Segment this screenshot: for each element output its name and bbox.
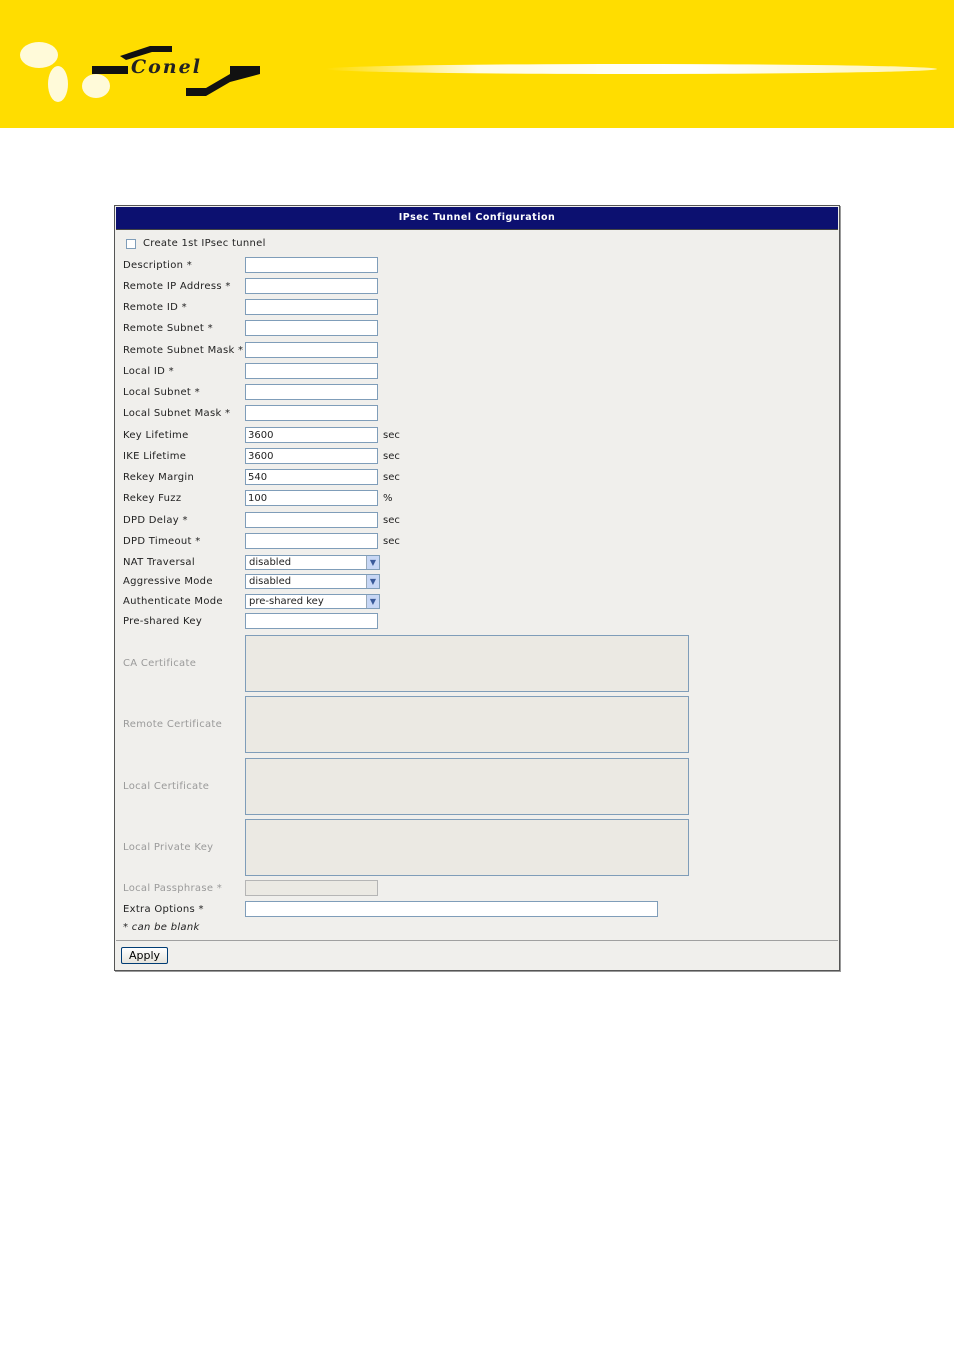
- ca-certificate-textarea: [245, 635, 689, 692]
- local-id-input[interactable]: [245, 363, 378, 379]
- dpd-delay-input[interactable]: [245, 512, 378, 528]
- chevron-down-icon[interactable]: ▼: [366, 575, 379, 588]
- window-titlebar: [116, 207, 838, 230]
- rekey-margin-label: Rekey Margin: [123, 472, 195, 483]
- aggressive-mode-label: Aggressive Mode: [123, 576, 213, 587]
- rekey-margin-input[interactable]: 540: [245, 469, 378, 485]
- header-swoosh: [325, 64, 937, 74]
- key-lifetime-input[interactable]: 3600: [245, 427, 378, 443]
- key-lifetime-label: Key Lifetime: [123, 430, 189, 441]
- authenticate-mode-value: pre-shared key: [249, 596, 324, 607]
- local-subnet-input[interactable]: [245, 384, 378, 400]
- remote-ip-input[interactable]: [245, 278, 378, 294]
- local-subnet-mask-input[interactable]: [245, 405, 378, 421]
- dpd-timeout-unit: sec: [383, 536, 400, 547]
- local-subnet-label: Local Subnet *: [123, 387, 200, 398]
- pre-shared-key-label: Pre-shared Key: [123, 616, 203, 627]
- remote-subnet-mask-label: Remote Subnet Mask *: [123, 345, 244, 356]
- aggressive-mode-select[interactable]: [245, 574, 380, 589]
- key-lifetime-unit: sec: [383, 430, 400, 441]
- rekey-margin-unit: sec: [383, 472, 400, 483]
- create-tunnel-checkbox[interactable]: [126, 239, 136, 249]
- local-certificate-textarea: [245, 758, 689, 815]
- remote-subnet-label: Remote Subnet *: [123, 323, 213, 334]
- local-passphrase-input: [245, 880, 378, 896]
- rekey-fuzz-input[interactable]: 100: [245, 490, 378, 506]
- nat-traversal-label: NAT Traversal: [123, 557, 195, 568]
- authenticate-mode-label: Authenticate Mode: [123, 596, 223, 607]
- ipsec-config-window: [114, 205, 840, 971]
- description-label: Description *: [123, 260, 193, 271]
- rekey-fuzz-label: Rekey Fuzz: [123, 493, 182, 504]
- dpd-timeout-label: DPD Timeout *: [123, 536, 201, 547]
- remote-certificate-label: Remote Certificate: [123, 719, 223, 730]
- page-header: [0, 0, 954, 128]
- remote-subnet-input[interactable]: [245, 320, 378, 336]
- description-input[interactable]: [245, 257, 378, 273]
- ike-lifetime-input[interactable]: 3600: [245, 448, 378, 464]
- remote-certificate-textarea: [245, 696, 689, 753]
- extra-options-input[interactable]: [245, 901, 658, 917]
- local-private-key-label: Local Private Key: [123, 842, 214, 853]
- rekey-fuzz-unit: %: [383, 493, 393, 504]
- remote-subnet-mask-input[interactable]: [245, 342, 378, 358]
- dpd-delay-unit: sec: [383, 515, 400, 526]
- nat-traversal-value: disabled: [249, 557, 292, 568]
- ike-lifetime-label: IKE Lifetime: [123, 451, 187, 462]
- remote-ip-label: Remote IP Address *: [123, 281, 231, 292]
- create-tunnel-label: Create 1st IPsec tunnel: [143, 238, 266, 249]
- chevron-down-icon[interactable]: ▼: [366, 595, 379, 608]
- world-map-graphic: [20, 42, 58, 68]
- dpd-delay-label: DPD Delay *: [123, 515, 188, 526]
- local-private-key-textarea: [245, 819, 689, 876]
- local-certificate-label: Local Certificate: [123, 781, 210, 792]
- remote-id-input[interactable]: [245, 299, 378, 315]
- ike-lifetime-unit: sec: [383, 451, 400, 462]
- window-title: IPsec Tunnel Configuration: [398, 212, 556, 223]
- authenticate-mode-select[interactable]: [245, 594, 380, 609]
- brand-logo-text: Conel: [131, 56, 202, 78]
- aggressive-mode-value: disabled: [249, 576, 292, 587]
- ca-certificate-label: CA Certificate: [123, 658, 197, 669]
- chevron-down-icon[interactable]: ▼: [366, 556, 379, 569]
- footer-divider: [116, 940, 838, 941]
- blank-note: * can be blank: [123, 922, 200, 933]
- remote-id-label: Remote ID *: [123, 302, 187, 313]
- pre-shared-key-input[interactable]: [245, 613, 378, 629]
- world-map-graphic-south: [48, 66, 68, 102]
- local-id-label: Local ID *: [123, 366, 174, 377]
- local-passphrase-label: Local Passphrase *: [123, 883, 223, 894]
- apply-button[interactable]: Apply: [121, 947, 168, 964]
- dpd-timeout-input[interactable]: [245, 533, 378, 549]
- local-subnet-mask-label: Local Subnet Mask *: [123, 408, 231, 419]
- extra-options-label: Extra Options *: [123, 904, 204, 915]
- nat-traversal-select[interactable]: [245, 555, 380, 570]
